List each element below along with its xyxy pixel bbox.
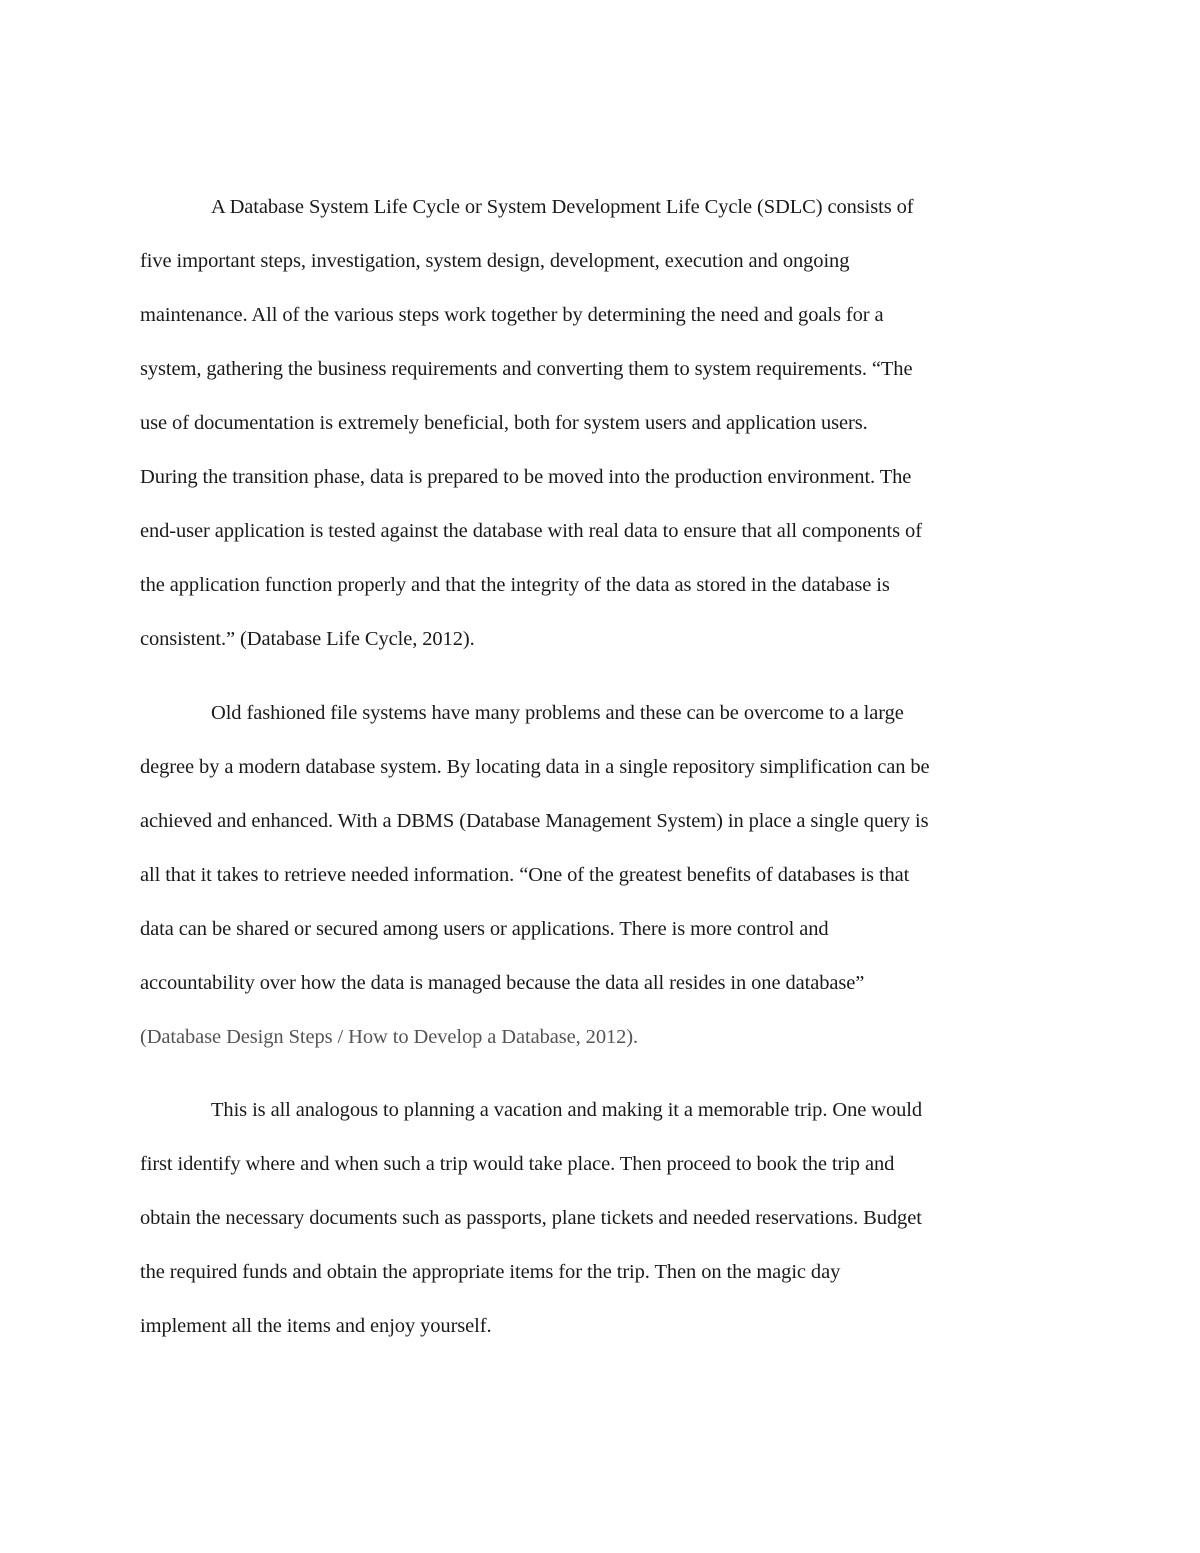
text-line: all that it takes to retrieve needed information. “One of the greatest benefits of databases is that	[140, 864, 910, 886]
paragraph-vacation-analogy	[140, 1083, 1062, 1353]
text-line: During the transition phase, data is prepared to be moved into the production environment. The	[140, 466, 912, 488]
paragraph-sdlc	[140, 180, 1062, 666]
text-line: use of documentation is extremely beneficial, both for system users and application users.	[140, 412, 868, 434]
text-line: A Database System Life Cycle or System Development Life Cycle (SDLC) consists of	[211, 196, 914, 218]
text-line: obtain the necessary documents such as passports, plane tickets and needed reservations. Budget	[140, 1207, 922, 1229]
text-line: This is all analogous to planning a vacation and making it a memorable trip. One would	[211, 1099, 923, 1121]
citation-line: (Database Design Steps / How to Develop a Database, 2012).	[140, 1026, 639, 1048]
text-line: five important steps, investigation, system design, development, execution and ongoing	[140, 250, 850, 272]
text-line: accountability over how the data is managed because the data all resides in one database”	[140, 972, 865, 994]
text-line: first identify where and when such a trip would take place. Then proceed to book the trip and	[140, 1153, 895, 1175]
text-line: consistent.” (Database Life Cycle, 2012).	[140, 628, 475, 650]
text-line: implement all the items and enjoy yourself.	[140, 1315, 492, 1337]
text-line: maintenance. All of the various steps work together by determining the need and goals for a	[140, 304, 884, 326]
text-line: achieved and enhanced. With a DBMS (Database Management System) in place a single query is	[140, 810, 929, 832]
text-line: system, gathering the business requirements and converting them to system requirements. “The	[140, 358, 913, 380]
paragraph-file-systems	[140, 686, 1062, 1064]
text-line: end-user application is tested against the database with real data to ensure that all components of	[140, 520, 922, 542]
text-line: the application function properly and that the integrity of the data as stored in the database is	[140, 574, 890, 596]
text-line: data can be shared or secured among users or applications. There is more control and	[140, 918, 829, 940]
text-line: Old fashioned file systems have many problems and these can be overcome to a large	[211, 702, 904, 724]
text-line: the required funds and obtain the appropriate items for the trip. Then on the magic day	[140, 1261, 841, 1283]
text-line: degree by a modern database system. By locating data in a single repository simplification can be	[140, 756, 930, 778]
